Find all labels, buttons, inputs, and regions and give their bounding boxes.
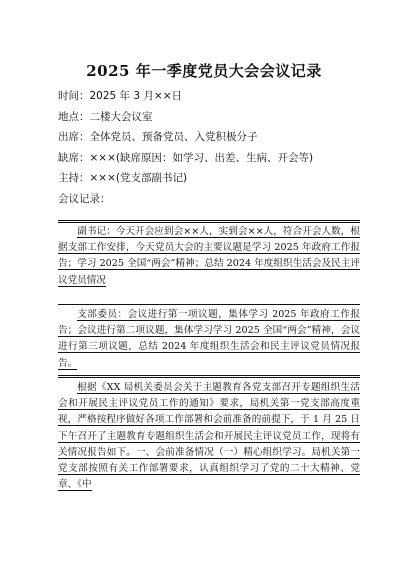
meta-host: 主持：×××(党支部副书记) <box>58 172 188 184</box>
divider-bottom <box>58 375 360 378</box>
meeting-meta <box>58 86 358 209</box>
paragraph-report-text: 根据《XX 局机关委员会关于主题教育各党支部召开专题组织生活会和开展民主评议党员工作的通知》要求，局机关第一党支部高度重视，严格按程序做好各项工作部署和会前准备的前提下，于 1 月 25 日下午召开了主题教育专题组织生活会和开展民主评议党员工作，现将有关情况报告如下。一、会前准备情况（一）精心组织学习。局机关第一党支部按照有关工作部署要求，认真组织学习了党的二十大精神、党章、《中 <box>58 382 360 491</box>
paragraph-report <box>58 380 360 493</box>
meta-time: 时间：2025 年 3 月××日 <box>58 90 183 102</box>
paragraph-vice-secretary-text: 副书记：今天开会应到会××人，实到会××人，符合开会人数，根据支部工作安排，今天党员大会的主要议题是学习 2025 年政府工作报告；学习 2025 全国“两会”精神；总结 2024 年度组织生活会及民主评议党员情况 <box>58 226 360 286</box>
paragraph-vice-secretary <box>58 224 360 289</box>
divider-middle <box>58 304 360 305</box>
paragraph-committee-member-text: 支部委员：会议进行第一项议题，集体学习 2025 年政府工作报告；会议进行第二项议题，集体学习学习 2025 全国“两会”精神，会议进行第三项议题，总结 2024 年度组织生活会和民主评议党员情况报告。 <box>58 309 360 369</box>
divider-top <box>58 220 360 223</box>
meta-record-label: 会议记录： <box>58 192 111 205</box>
meta-location: 地点：二楼大会议室 <box>58 110 153 123</box>
document-title: 2025 年一季度党员大会会议记录 <box>86 62 322 80</box>
paragraph-committee-member <box>58 307 360 372</box>
meta-attendees: 出席：全体党员、预备党员、入党积极分子 <box>58 131 258 143</box>
meta-absent: 缺席：×××(缺席原因：如学习、出差、生病、开会等) <box>58 151 314 164</box>
